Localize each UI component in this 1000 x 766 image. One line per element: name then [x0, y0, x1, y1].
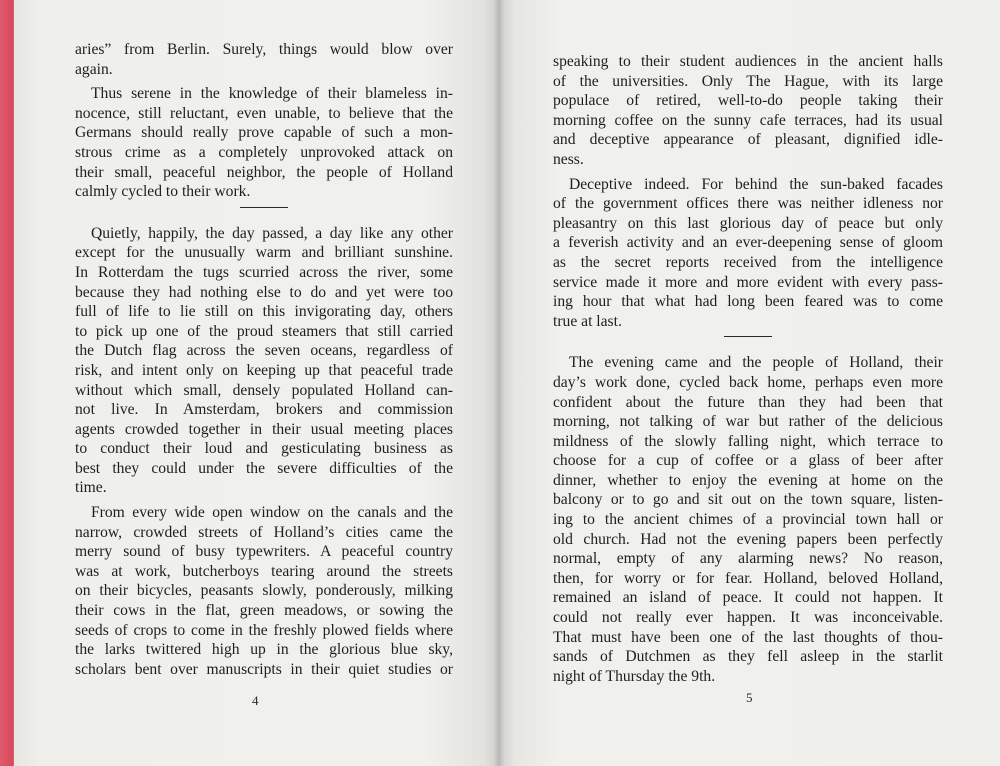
text-line: the larks twittered high up in the glorious blue sky,	[75, 641, 453, 659]
text-line: not live. In Amsterdam, brokers and commission	[75, 401, 453, 419]
right-page	[500, 0, 1000, 766]
text-line: seeds of crops to come in the freshly plowed fields where	[75, 621, 453, 639]
text-line: calmly cycled to their work.	[75, 183, 251, 201]
text-line: to conduct their loud and gesticulating business as	[75, 440, 453, 458]
text-line: morning coffee on the sunny cafe terraces, had its usual	[553, 111, 943, 129]
text-line: From every wide open window on the canals and the	[91, 504, 453, 522]
text-line: time.	[75, 479, 107, 497]
text-line: except for the unusually warm and brilliant sunshine.	[75, 244, 453, 262]
text-line: scholars bent over manuscripts in their quiet studies or	[75, 660, 453, 678]
text-line: ing to the ancient chimes of a provincial town hall or	[553, 511, 943, 529]
text-line: service made it more and more evident with every pass-	[553, 273, 943, 291]
left-page-text	[75, 40, 453, 684]
text-line: was at work, butcherboys tearing around the streets	[75, 562, 453, 580]
text-line: sands of Dutchmen as they fell asleep in the starlit	[553, 648, 943, 666]
text-line: a feverish activity and an ever-deepening sense of gloom	[553, 234, 943, 252]
text-line: of the universities. Only The Hague, with its large	[553, 72, 943, 90]
text-line: night of Thursday the 9th.	[553, 667, 716, 685]
text-line: again.	[75, 60, 113, 78]
text-line: strous crime as a completely unprovoked attack on	[75, 143, 453, 161]
text-line: full of life to lie still on this invigorating day, others	[75, 303, 453, 321]
text-line: Germans should really prove capable of such a mon-	[75, 124, 453, 142]
text-line: of the government offices there was neither idleness nor	[553, 195, 943, 213]
text-line: their cows in the flat, green meadows, or sowing the	[75, 602, 453, 620]
right-page-text	[553, 52, 943, 691]
text-line: best they could under the severe difficulties of the	[75, 459, 453, 477]
text-line: the Dutch flag across the seven oceans, regardless of	[75, 342, 453, 360]
text-line: normal, empty of any alarming news? No reason,	[553, 550, 943, 568]
text-line: Quietly, happily, the day passed, a day like any other	[91, 224, 453, 242]
text-line: ing hour that what had long been feared was to come	[553, 293, 943, 311]
text-line: aries” from Berlin. Surely, things would blow over	[75, 41, 453, 58]
text-line: because they had nothing else to do and yet were too	[75, 283, 453, 301]
text-line: risk, and intent only on keeping up that peaceful trade	[75, 361, 453, 379]
text-line: speaking to their student audiences in the ancient halls	[553, 53, 943, 70]
text-line: pleasantry on this last glorious day of peace but only	[553, 214, 943, 232]
paragraph	[553, 52, 943, 170]
book-gutter	[494, 0, 504, 766]
text-line: Thus serene in the knowledge of their blameless in-	[91, 85, 453, 103]
page-number: 4	[252, 693, 259, 708]
text-line: morning, not talking of war but rather of the delicious	[553, 413, 943, 431]
text-line: dinner, whether to enjoy the evening at home on the	[553, 471, 943, 489]
text-line: as the secret reports received from the intelligence	[553, 253, 943, 271]
text-line: old church. Had not the evening papers been perfectly	[553, 530, 943, 548]
paragraph	[75, 224, 453, 498]
text-line: true at last.	[553, 312, 622, 330]
text-line: day’s work done, cycled back home, perhaps even more	[553, 373, 943, 391]
text-line: nocence, still reluctant, even unable, to believe that the	[75, 104, 453, 122]
text-line: balcony or to go and sit out on the town square, listen-	[553, 491, 943, 509]
paragraph	[75, 503, 453, 679]
left-page	[14, 0, 498, 766]
text-line: merry sound of busy typewriters. A peaceful country	[75, 543, 453, 561]
text-line: In Rotterdam the tugs scurried across the river, some	[75, 263, 453, 281]
page-number: 5	[746, 690, 753, 705]
text-line: and deceptive appearance of pleasant, dignified idle-	[553, 131, 943, 149]
text-line: narrow, crowded streets of Holland’s cities came the	[75, 523, 453, 541]
text-line: without which small, densely populated Holland can-	[75, 381, 453, 399]
paragraph	[553, 175, 943, 332]
text-line: then, for worry or for fear. Holland, beloved Holland,	[553, 569, 943, 587]
paragraph	[553, 353, 943, 686]
text-line: confident about the future than they had been that	[553, 393, 943, 411]
text-line: agents crowded together in their usual meeting places	[75, 420, 453, 438]
text-line: to pick up one of the proud steamers that still carried	[75, 322, 453, 340]
text-line: their small, peaceful neighbor, the people of Holland	[75, 163, 453, 181]
paragraph	[75, 84, 453, 202]
text-line: ness.	[553, 150, 584, 168]
text-line: mildness of the slowly falling night, which terrace to	[553, 432, 943, 450]
text-line: choose for a cup of coffee or a glass of beer after	[553, 452, 943, 470]
text-line: remained an island of peace. It could not happen. It	[553, 589, 943, 607]
section-divider	[240, 207, 288, 208]
text-line: could not really ever happen. It was inconceivable.	[553, 609, 943, 627]
text-line: The evening came and the people of Holland, their	[569, 354, 943, 372]
section-divider	[724, 336, 772, 337]
text-line: populace of retired, well-to-do people taking their	[553, 92, 943, 110]
text-line: Deceptive indeed. For behind the sun-baked facades	[569, 175, 943, 193]
paragraph	[75, 40, 453, 79]
text-line: on their bicycles, peasants slowly, ponderously, milking	[75, 582, 453, 600]
text-line: That must have been one of the last thoughts of thou-	[553, 628, 943, 646]
